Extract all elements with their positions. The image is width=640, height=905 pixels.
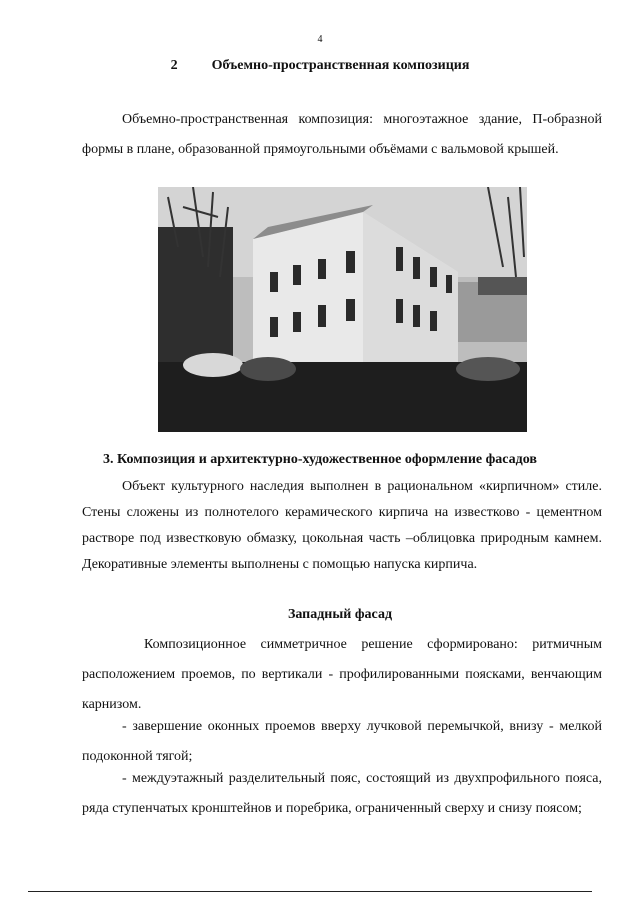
section-2-paragraph: Объемно-пространственная композиция: многоэтажное здание, П-образной формы в плане, образованной прямоугольными объёмами с вальмовой крышей. xyxy=(82,112,602,157)
section-2-number: 2 xyxy=(170,58,178,73)
section-3-paragraph: Объект культурного наследия выполнен в рациональном «кирпичном» стиле. Стены сложены из полнотелого керамического кирпича на известково - цементном растворе под известковую обмазку, цокольная часть –облицовка природным камнем. Декоративные элементы выполнены с помощью напуска кирпича. xyxy=(82,479,602,572)
footer-divider xyxy=(28,891,592,892)
west-facade-paragraph: Композиционное симметричное решение сформировано: ритмичным расположением проемов, по вертикали - профилированными поясками, венчающим карнизом. xyxy=(82,637,602,712)
section-2-title: Объемно-пространственная композиция xyxy=(211,58,470,73)
list-item: - завершение оконных проемов вверху лучковой перемычкой, внизу - мелкой подоконной тягой; xyxy=(82,719,602,764)
page-number: 4 xyxy=(317,34,323,45)
section-2-heading xyxy=(0,58,640,74)
list-item: - междуэтажный разделительный пояс, состоящий из двухпрофильного пояса, ряда ступенчатых кронштейнов и поребрика, ограниченный сверху и снизу поясом; xyxy=(82,771,602,816)
building-photo xyxy=(158,187,527,432)
section-3-heading: 3. Композиция и архитектурно-художественное оформление фасадов xyxy=(103,452,537,467)
west-facade-heading: Западный фасад xyxy=(287,607,393,622)
